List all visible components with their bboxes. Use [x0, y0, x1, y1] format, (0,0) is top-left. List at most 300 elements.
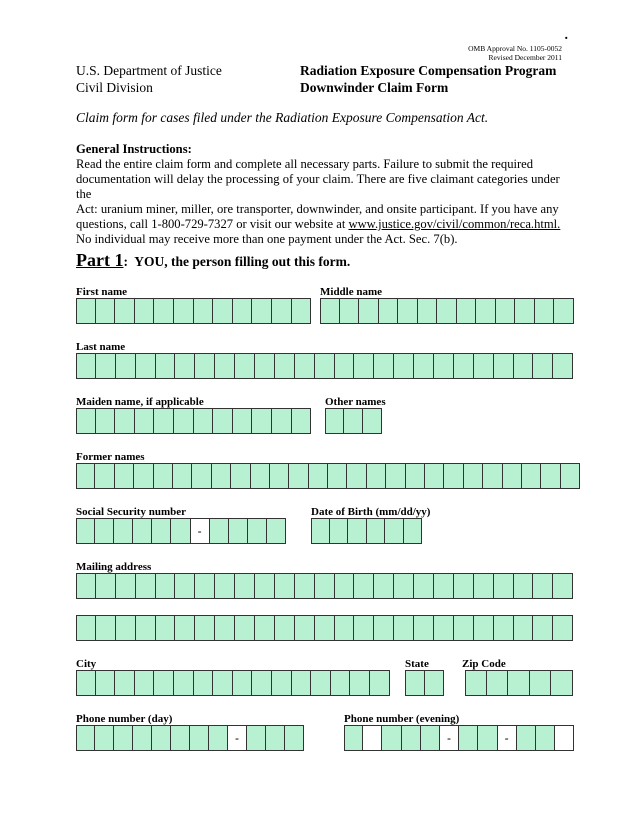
char-input[interactable]	[235, 574, 254, 598]
char-input[interactable]	[152, 726, 170, 750]
char-box[interactable]	[174, 670, 194, 696]
char-input[interactable]	[533, 616, 552, 640]
char-box[interactable]	[115, 463, 134, 489]
char-box[interactable]	[295, 573, 315, 599]
char-input[interactable]	[134, 464, 152, 488]
char-input[interactable]	[95, 519, 113, 543]
char-input[interactable]	[335, 354, 354, 378]
char-box[interactable]	[382, 725, 401, 751]
char-input[interactable]	[275, 616, 294, 640]
char-box[interactable]	[494, 615, 514, 641]
char-box[interactable]	[96, 408, 116, 434]
zip-boxes[interactable]	[465, 670, 573, 696]
char-box[interactable]	[474, 615, 494, 641]
char-box[interactable]	[136, 615, 156, 641]
char-box[interactable]	[454, 573, 474, 599]
char-input[interactable]	[235, 354, 254, 378]
char-input[interactable]	[434, 354, 453, 378]
char-box[interactable]	[156, 615, 176, 641]
char-box[interactable]	[315, 615, 335, 641]
char-box[interactable]	[116, 353, 136, 379]
char-input[interactable]	[553, 616, 572, 640]
char-input[interactable]	[328, 464, 346, 488]
char-input[interactable]	[474, 616, 493, 640]
char-box[interactable]	[496, 298, 516, 324]
char-input[interactable]	[514, 354, 533, 378]
char-input[interactable]	[561, 464, 579, 488]
char-box[interactable]	[367, 463, 386, 489]
char-input[interactable]	[414, 354, 433, 378]
char-input[interactable]	[398, 299, 417, 323]
char-input[interactable]	[363, 409, 381, 433]
char-box[interactable]	[474, 353, 494, 379]
char-box[interactable]	[190, 725, 209, 751]
ssn-boxes[interactable]	[76, 518, 286, 544]
char-input[interactable]	[553, 354, 572, 378]
char-box[interactable]	[174, 298, 194, 324]
char-input[interactable]	[394, 574, 413, 598]
address-line1-boxes[interactable]	[76, 573, 573, 599]
char-input[interactable]	[270, 464, 288, 488]
char-input[interactable]	[406, 464, 424, 488]
char-box[interactable]	[255, 573, 275, 599]
char-input[interactable]	[156, 354, 175, 378]
char-input[interactable]	[554, 299, 573, 323]
char-input[interactable]	[321, 299, 339, 323]
char-box[interactable]	[114, 725, 133, 751]
char-box[interactable]	[311, 670, 331, 696]
char-input[interactable]	[194, 409, 213, 433]
char-box[interactable]	[175, 353, 195, 379]
char-input[interactable]	[517, 726, 535, 750]
char-box[interactable]	[514, 353, 534, 379]
char-input[interactable]	[152, 519, 170, 543]
char-input[interactable]	[272, 671, 291, 695]
char-box[interactable]	[330, 518, 349, 544]
char-input[interactable]	[434, 574, 453, 598]
char-box[interactable]	[404, 518, 423, 544]
char-box[interactable]	[95, 518, 114, 544]
char-box[interactable]	[533, 615, 553, 641]
char-box[interactable]	[535, 298, 555, 324]
char-box[interactable]	[394, 615, 414, 641]
char-box[interactable]	[267, 518, 286, 544]
char-input[interactable]	[174, 671, 193, 695]
char-box[interactable]	[154, 670, 174, 696]
char-box[interactable]	[215, 353, 235, 379]
char-input[interactable]	[213, 409, 232, 433]
char-box[interactable]	[76, 725, 95, 751]
char-input[interactable]	[374, 574, 393, 598]
char-box[interactable]	[551, 670, 573, 696]
char-box[interactable]	[541, 463, 560, 489]
char-input[interactable]	[476, 299, 495, 323]
char-input[interactable]	[235, 616, 254, 640]
char-box[interactable]	[434, 353, 454, 379]
char-input[interactable]	[115, 409, 134, 433]
char-box[interactable]	[311, 518, 330, 544]
char-box[interactable]	[96, 615, 116, 641]
char-box[interactable]	[292, 670, 312, 696]
char-box[interactable]	[394, 353, 414, 379]
char-box[interactable]	[414, 353, 434, 379]
char-box[interactable]	[434, 573, 454, 599]
char-box[interactable]	[76, 670, 96, 696]
city-boxes[interactable]	[76, 670, 390, 696]
char-box[interactable]	[394, 573, 414, 599]
char-box[interactable]	[115, 408, 135, 434]
char-box[interactable]	[354, 353, 374, 379]
char-input[interactable]	[135, 299, 154, 323]
char-input[interactable]	[474, 354, 493, 378]
char-box[interactable]	[96, 670, 116, 696]
char-input[interactable]	[275, 574, 294, 598]
char-input[interactable]	[154, 299, 173, 323]
char-box[interactable]	[194, 298, 214, 324]
char-input[interactable]	[135, 409, 154, 433]
char-box[interactable]	[320, 298, 340, 324]
char-input[interactable]	[173, 464, 191, 488]
char-box[interactable]	[95, 725, 114, 751]
char-box[interactable]	[76, 615, 96, 641]
char-input[interactable]	[454, 616, 473, 640]
char-box[interactable]	[96, 573, 116, 599]
char-input[interactable]	[114, 519, 132, 543]
char-input[interactable]	[116, 354, 135, 378]
char-input[interactable]	[272, 299, 291, 323]
char-input[interactable]	[330, 519, 348, 543]
char-box[interactable]	[95, 463, 114, 489]
char-input[interactable]	[156, 616, 175, 640]
char-input[interactable]	[508, 671, 529, 695]
char-box[interactable]	[133, 518, 152, 544]
char-box[interactable]	[494, 573, 514, 599]
char-input[interactable]	[503, 464, 521, 488]
char-input[interactable]	[340, 299, 359, 323]
char-box[interactable]	[192, 463, 211, 489]
char-input[interactable]	[425, 671, 444, 695]
char-input[interactable]	[335, 616, 354, 640]
char-input[interactable]	[233, 299, 252, 323]
char-input[interactable]	[210, 519, 228, 543]
char-input[interactable]	[354, 574, 373, 598]
char-input[interactable]	[354, 616, 373, 640]
char-input[interactable]	[248, 519, 266, 543]
char-box[interactable]	[354, 615, 374, 641]
char-box[interactable]	[292, 298, 312, 324]
phone-evening-boxes[interactable]	[344, 725, 574, 751]
char-input[interactable]	[311, 671, 330, 695]
char-input[interactable]	[309, 464, 327, 488]
char-box[interactable]	[156, 573, 176, 599]
char-input[interactable]	[315, 574, 334, 598]
char-box[interactable]	[398, 298, 418, 324]
char-box[interactable]	[295, 615, 315, 641]
char-box[interactable]	[154, 408, 174, 434]
char-input[interactable]	[156, 574, 175, 598]
char-input[interactable]	[402, 726, 420, 750]
char-input[interactable]	[514, 574, 533, 598]
char-box[interactable]	[454, 353, 474, 379]
char-box[interactable]	[233, 670, 253, 696]
char-box[interactable]	[235, 615, 255, 641]
char-box[interactable]	[266, 725, 285, 751]
char-box[interactable]	[272, 670, 292, 696]
char-box[interactable]	[503, 463, 522, 489]
phone-day-boxes[interactable]	[76, 725, 304, 751]
char-input[interactable]	[96, 616, 115, 640]
char-box[interactable]	[487, 670, 509, 696]
char-input[interactable]	[77, 726, 94, 750]
char-input[interactable]	[266, 726, 284, 750]
char-input[interactable]	[133, 519, 151, 543]
former-names-boxes[interactable]	[76, 463, 580, 489]
char-box[interactable]	[309, 463, 328, 489]
char-input[interactable]	[551, 671, 572, 695]
char-box[interactable]	[325, 408, 344, 434]
char-box[interactable]	[335, 615, 355, 641]
char-input[interactable]	[135, 671, 154, 695]
char-box[interactable]	[76, 408, 96, 434]
char-input[interactable]	[229, 519, 247, 543]
char-input[interactable]	[478, 726, 496, 750]
char-box[interactable]	[275, 615, 295, 641]
char-box[interactable]	[517, 725, 536, 751]
char-box[interactable]	[275, 353, 295, 379]
char-box[interactable]	[344, 408, 363, 434]
char-box[interactable]	[171, 518, 190, 544]
char-input[interactable]	[252, 671, 271, 695]
char-box[interactable]	[457, 298, 477, 324]
char-box[interactable]	[195, 353, 215, 379]
char-box[interactable]	[367, 518, 386, 544]
char-input[interactable]	[154, 464, 172, 488]
char-input[interactable]	[315, 616, 334, 640]
char-box[interactable]	[115, 298, 135, 324]
char-input[interactable]	[195, 616, 214, 640]
char-box[interactable]	[285, 725, 304, 751]
char-input[interactable]	[272, 409, 291, 433]
char-input[interactable]	[247, 726, 265, 750]
char-input[interactable]	[171, 519, 189, 543]
char-input[interactable]	[194, 299, 213, 323]
char-box[interactable]	[194, 670, 214, 696]
char-input[interactable]	[77, 464, 94, 488]
char-box[interactable]	[514, 573, 534, 599]
char-input[interactable]	[382, 726, 400, 750]
char-box[interactable]	[533, 353, 553, 379]
char-box[interactable]	[275, 573, 295, 599]
char-input[interactable]	[533, 354, 552, 378]
char-input[interactable]	[231, 464, 249, 488]
char-input[interactable]	[367, 519, 385, 543]
char-input[interactable]	[292, 409, 311, 433]
char-box[interactable]	[464, 463, 483, 489]
first-name-boxes[interactable]	[76, 298, 311, 324]
char-box[interactable]	[289, 463, 308, 489]
char-input[interactable]	[394, 616, 413, 640]
char-box[interactable]	[425, 670, 445, 696]
char-input[interactable]	[115, 671, 134, 695]
char-box[interactable]	[215, 615, 235, 641]
char-box[interactable]	[554, 298, 574, 324]
char-box[interactable]	[213, 298, 233, 324]
char-box[interactable]	[522, 463, 541, 489]
char-input[interactable]	[233, 671, 252, 695]
char-input[interactable]	[133, 726, 151, 750]
char-box[interactable]	[229, 518, 248, 544]
dob-boxes[interactable]	[311, 518, 422, 544]
char-box[interactable]	[171, 725, 190, 751]
char-box[interactable]	[152, 725, 171, 751]
char-input[interactable]	[354, 354, 373, 378]
char-box[interactable]	[363, 725, 382, 751]
char-box[interactable]	[385, 518, 404, 544]
char-box[interactable]	[515, 298, 535, 324]
char-box[interactable]	[215, 573, 235, 599]
char-input[interactable]	[175, 354, 194, 378]
char-input[interactable]	[414, 574, 433, 598]
char-input[interactable]	[115, 464, 133, 488]
char-input[interactable]	[359, 299, 378, 323]
char-input[interactable]	[136, 574, 155, 598]
char-input[interactable]	[335, 574, 354, 598]
char-input[interactable]	[195, 354, 214, 378]
char-box[interactable]	[370, 670, 390, 696]
char-input[interactable]	[386, 464, 404, 488]
char-input[interactable]	[394, 354, 413, 378]
char-input[interactable]	[251, 464, 269, 488]
char-input[interactable]	[347, 464, 365, 488]
char-box[interactable]	[347, 463, 366, 489]
char-input[interactable]	[406, 671, 424, 695]
char-input[interactable]	[174, 409, 193, 433]
char-input[interactable]	[292, 671, 311, 695]
char-input[interactable]	[374, 616, 393, 640]
char-input[interactable]	[267, 519, 285, 543]
char-input[interactable]	[444, 464, 462, 488]
char-box[interactable]	[494, 353, 514, 379]
char-input[interactable]	[454, 574, 473, 598]
char-box[interactable]	[406, 463, 425, 489]
char-input[interactable]	[77, 616, 95, 640]
char-input[interactable]	[385, 519, 403, 543]
char-input[interactable]	[195, 574, 214, 598]
char-box[interactable]	[152, 518, 171, 544]
char-box[interactable]	[270, 463, 289, 489]
char-box[interactable]	[209, 725, 228, 751]
char-box[interactable]	[156, 353, 176, 379]
char-input[interactable]	[215, 574, 234, 598]
char-box[interactable]	[315, 573, 335, 599]
char-box[interactable]	[252, 298, 272, 324]
char-box[interactable]	[231, 463, 250, 489]
char-box[interactable]	[465, 670, 487, 696]
char-input[interactable]	[425, 464, 443, 488]
char-input[interactable]	[252, 409, 271, 433]
char-box[interactable]	[405, 670, 425, 696]
char-box[interactable]	[76, 573, 96, 599]
char-box[interactable]	[335, 573, 355, 599]
char-input[interactable]	[379, 299, 398, 323]
char-box[interactable]	[76, 463, 95, 489]
char-box[interactable]	[76, 353, 96, 379]
char-input[interactable]	[344, 409, 362, 433]
char-input[interactable]	[77, 519, 94, 543]
maiden-name-boxes[interactable]	[76, 408, 311, 434]
char-box[interactable]	[136, 353, 156, 379]
char-input[interactable]	[553, 574, 572, 598]
char-box[interactable]	[154, 463, 173, 489]
char-box[interactable]	[374, 353, 394, 379]
char-input[interactable]	[434, 616, 453, 640]
char-box[interactable]	[175, 615, 195, 641]
char-input[interactable]	[496, 299, 515, 323]
char-box[interactable]	[233, 298, 253, 324]
char-input[interactable]	[171, 726, 189, 750]
char-input[interactable]	[292, 299, 311, 323]
char-input[interactable]	[175, 616, 194, 640]
char-box[interactable]	[340, 298, 360, 324]
char-input[interactable]	[255, 354, 274, 378]
char-input[interactable]	[212, 464, 230, 488]
char-box[interactable]	[348, 518, 367, 544]
char-box[interactable]	[359, 298, 379, 324]
char-input[interactable]	[77, 409, 95, 433]
char-box[interactable]	[173, 463, 192, 489]
char-box[interactable]	[251, 463, 270, 489]
char-input[interactable]	[459, 726, 477, 750]
char-box[interactable]	[459, 725, 478, 751]
char-input[interactable]	[474, 574, 493, 598]
state-boxes[interactable]	[405, 670, 444, 696]
char-input[interactable]	[515, 299, 534, 323]
char-input[interactable]	[536, 726, 554, 750]
char-box[interactable]	[252, 408, 272, 434]
char-box[interactable]	[553, 353, 573, 379]
char-input[interactable]	[350, 671, 369, 695]
char-box[interactable]	[133, 725, 152, 751]
char-box[interactable]	[235, 573, 255, 599]
char-box[interactable]	[76, 518, 95, 544]
char-input[interactable]	[370, 671, 389, 695]
char-input[interactable]	[295, 354, 314, 378]
char-box[interactable]	[418, 298, 438, 324]
char-box[interactable]	[195, 573, 215, 599]
char-input[interactable]	[96, 574, 115, 598]
char-box[interactable]	[553, 615, 573, 641]
char-input[interactable]	[414, 616, 433, 640]
char-box[interactable]	[414, 573, 434, 599]
char-input[interactable]	[96, 671, 115, 695]
char-box[interactable]	[402, 725, 421, 751]
char-box[interactable]	[536, 725, 555, 751]
char-box[interactable]	[478, 725, 497, 751]
char-box[interactable]	[474, 573, 494, 599]
char-box[interactable]	[136, 573, 156, 599]
char-input[interactable]	[96, 409, 115, 433]
char-box[interactable]	[255, 353, 275, 379]
char-input[interactable]	[483, 464, 501, 488]
char-input[interactable]	[555, 726, 573, 750]
char-input[interactable]	[190, 726, 208, 750]
char-input[interactable]	[275, 354, 294, 378]
char-input[interactable]	[514, 616, 533, 640]
char-input[interactable]	[115, 299, 134, 323]
char-input[interactable]	[530, 671, 551, 695]
char-input[interactable]	[215, 354, 234, 378]
char-box[interactable]	[379, 298, 399, 324]
